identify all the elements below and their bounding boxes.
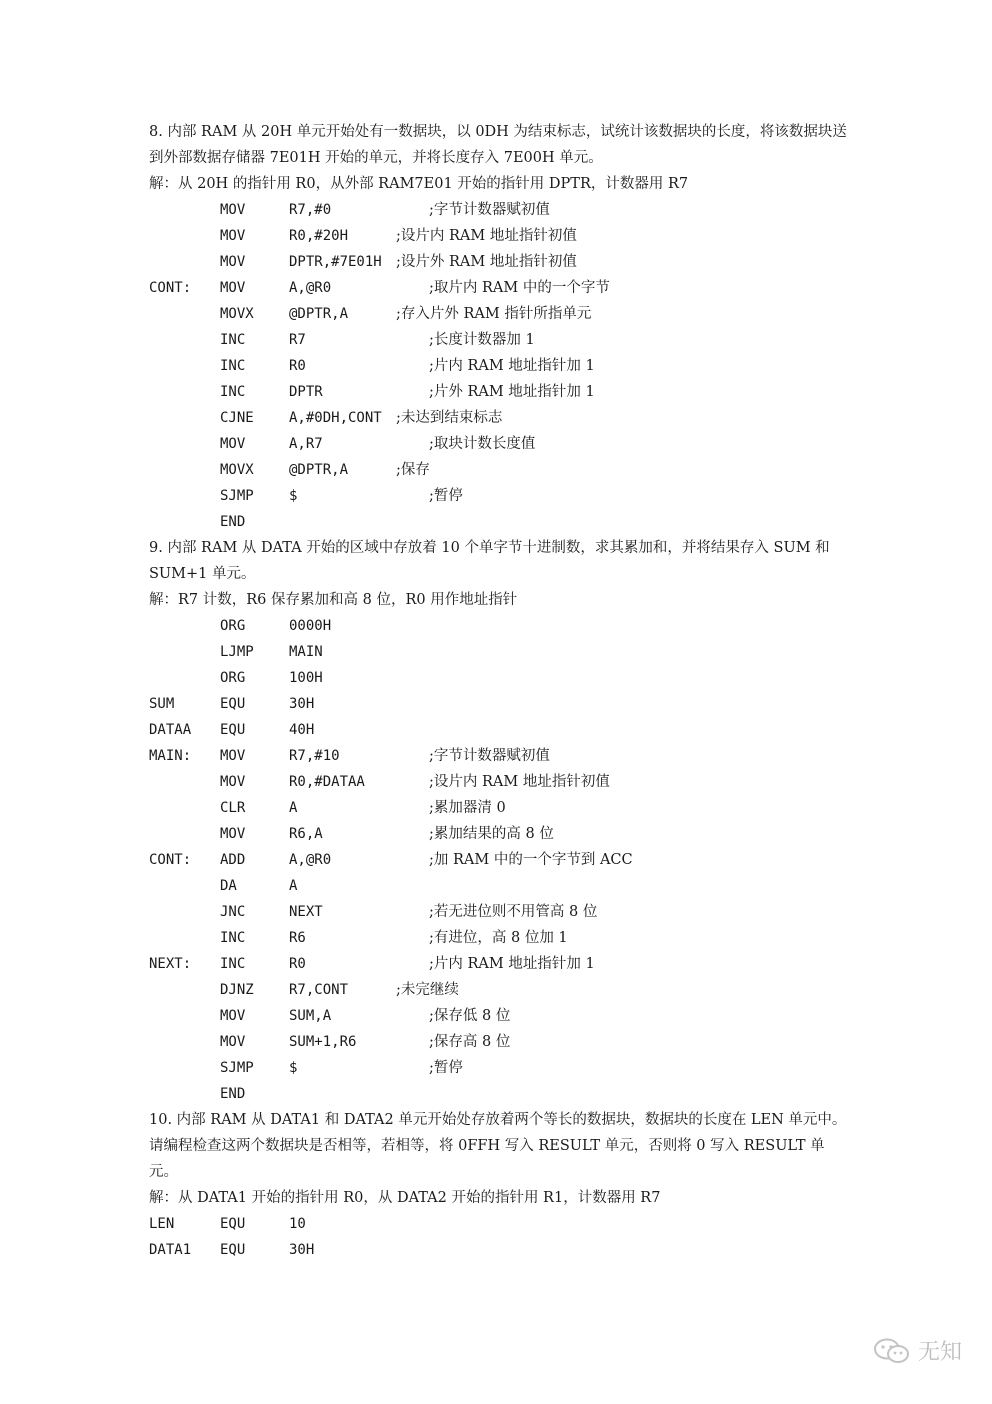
code-opcode: EQU <box>220 1216 246 1232</box>
code-line <box>149 925 849 951</box>
code-line <box>149 665 849 691</box>
watermark <box>872 1335 962 1366</box>
code-operand: SUM+1,R6 <box>289 1034 357 1050</box>
code-line <box>149 717 849 743</box>
code-opcode: ORG <box>220 618 246 634</box>
q9-code-block <box>149 613 849 1107</box>
code-comment: ;字节计数器赋初值 <box>429 748 550 764</box>
q10-solution: 解：从 DATA1 开始的指针用 R0，从 DATA2 开始的指针用 R1，计数器用 R7 <box>149 1190 661 1206</box>
code-operand: R0 <box>289 358 306 374</box>
code-opcode: EQU <box>220 722 246 738</box>
code-comment: ;保存高 8 位 <box>429 1034 511 1050</box>
code-comment: ;保存 <box>396 462 430 478</box>
q8-solution: 解：从 20H 的指针用 R0，从外部 RAM7E01 开始的指针用 DPTR，计数器用 R7 <box>149 176 689 192</box>
code-line <box>149 275 849 301</box>
code-comment: ;设片外 RAM 地址指针初值 <box>396 254 577 270</box>
code-opcode: DA <box>220 878 237 894</box>
code-operand: A,@R0 <box>289 852 332 868</box>
code-operand: 40H <box>289 722 315 738</box>
code-comment: ;有进位，高 8 位加 1 <box>429 930 568 946</box>
code-line <box>149 405 849 431</box>
code-line <box>149 795 849 821</box>
code-comment: ;字节计数器赋初值 <box>429 202 550 218</box>
code-opcode: CLR <box>220 800 246 816</box>
code-line <box>149 847 849 873</box>
code-operand: A <box>289 800 298 816</box>
code-operand: @DPTR,A <box>289 306 349 322</box>
code-label: SUM <box>149 696 175 712</box>
code-opcode: SJMP <box>220 1060 254 1076</box>
code-operand: 0000H <box>289 618 332 634</box>
code-comment: ;保存低 8 位 <box>429 1008 511 1024</box>
code-opcode: END <box>220 1086 246 1102</box>
code-label: MAIN: <box>149 748 192 764</box>
code-line <box>149 899 849 925</box>
q10-code-block <box>149 1211 849 1263</box>
code-operand: R7,#0 <box>289 202 332 218</box>
code-line <box>149 457 849 483</box>
code-comment: ;设片内 RAM 地址指针初值 <box>429 774 610 790</box>
code-opcode: MOV <box>220 228 246 244</box>
code-operand: 30H <box>289 696 315 712</box>
code-line <box>149 769 849 795</box>
code-operand: A <box>289 878 298 894</box>
code-line <box>149 249 849 275</box>
code-comment: ;取片内 RAM 中的一个字节 <box>429 280 610 296</box>
code-label: DATAA <box>149 722 192 738</box>
code-opcode: MOV <box>220 774 246 790</box>
code-operand: DPTR,#7E01H <box>289 254 382 270</box>
code-comment: ;长度计数器加 1 <box>429 332 535 348</box>
code-line <box>149 743 849 769</box>
wechat-icon <box>872 1337 912 1365</box>
q8-title: 8. 内部 RAM 从 20H 单元开始处有一数据块，以 0DH 为结束标志，试统计该数据块的长度，将该数据块送到外部数据存储器 7E01H 开始的单元，并将长度存入 7E00H 单元。 <box>149 124 847 166</box>
code-operand: R0 <box>289 956 306 972</box>
q9-title: 9. 内部 RAM 从 DATA 开始的区域中存放着 10 个单字节十进制数，求其累加和，并将结果存入 SUM 和 SUM+1 单元。 <box>149 540 830 582</box>
code-operand: NEXT <box>289 904 323 920</box>
code-line <box>149 1055 849 1081</box>
code-operand: 10 <box>289 1216 306 1232</box>
code-line <box>149 223 849 249</box>
code-opcode: MOV <box>220 436 246 452</box>
code-operand: R7,CONT <box>289 982 349 998</box>
code-line <box>149 483 849 509</box>
code-line <box>149 1211 849 1237</box>
q8-code-block <box>149 197 849 535</box>
code-line <box>149 873 849 899</box>
code-operand: DPTR <box>289 384 323 400</box>
code-comment: ;累加器清 0 <box>429 800 506 816</box>
code-label: CONT: <box>149 852 192 868</box>
code-operand: 100H <box>289 670 323 686</box>
code-comment: ;设片内 RAM 地址指针初值 <box>396 228 577 244</box>
code-operand: SUM,A <box>289 1008 332 1024</box>
code-line <box>149 353 849 379</box>
code-opcode: INC <box>220 384 246 400</box>
q10-title: 10. 内部 RAM 从 DATA1 和 DATA2 单元开始处存放着两个等长的数据块，数据块的长度在 LEN 单元中。请编程检查这两个数据块是否相等，若相等，将 0FFH 写入 RESULT 单元，否则将 0 写入 RESULT 单元。 <box>149 1112 847 1180</box>
code-comment: ;暂停 <box>429 1060 463 1076</box>
code-line <box>149 1003 849 1029</box>
code-opcode: EQU <box>220 696 246 712</box>
code-label: CONT: <box>149 280 192 296</box>
code-opcode: MOV <box>220 1034 246 1050</box>
code-opcode: MOVX <box>220 306 254 322</box>
code-line <box>149 197 849 223</box>
code-opcode: MOV <box>220 202 246 218</box>
code-comment: ;片内 RAM 地址指针加 1 <box>429 956 595 972</box>
code-opcode: DJNZ <box>220 982 254 998</box>
code-line <box>149 639 849 665</box>
code-operand: R7,#10 <box>289 748 340 764</box>
code-opcode: INC <box>220 332 246 348</box>
code-comment: ;片内 RAM 地址指针加 1 <box>429 358 595 374</box>
code-label: NEXT: <box>149 956 192 972</box>
code-operand: R6,A <box>289 826 323 842</box>
document-page <box>149 119 849 1263</box>
code-opcode: CJNE <box>220 410 254 426</box>
code-comment: ;存入片外 RAM 指针所指单元 <box>396 306 592 322</box>
code-opcode: END <box>220 514 246 530</box>
code-operand: R0,#20H <box>289 228 349 244</box>
code-line <box>149 821 849 847</box>
code-comment: ;累加结果的高 8 位 <box>429 826 554 842</box>
code-operand: $ <box>289 488 298 504</box>
code-opcode: JNC <box>220 904 246 920</box>
code-opcode: MOV <box>220 826 246 842</box>
code-label: DATA1 <box>149 1242 192 1258</box>
code-line <box>149 431 849 457</box>
code-opcode: MOV <box>220 280 246 296</box>
watermark-text: 无知 <box>917 1340 962 1365</box>
code-line <box>149 613 849 639</box>
code-line <box>149 951 849 977</box>
q9-solution: 解：R7 计数，R6 保存累加和高 8 位，R0 用作地址指针 <box>149 592 518 608</box>
code-comment: ;加 RAM 中的一个字节到 ACC <box>429 852 633 868</box>
code-label: LEN <box>149 1216 175 1232</box>
code-comment: ;暂停 <box>429 488 463 504</box>
code-operand: R7 <box>289 332 306 348</box>
code-operand: MAIN <box>289 644 323 660</box>
code-line <box>149 379 849 405</box>
code-line <box>149 1237 849 1263</box>
code-operand: R6 <box>289 930 306 946</box>
code-line <box>149 977 849 1003</box>
code-line <box>149 691 849 717</box>
code-line <box>149 327 849 353</box>
code-operand: 30H <box>289 1242 315 1258</box>
code-line <box>149 1029 849 1055</box>
code-comment: ;未完继续 <box>396 982 459 998</box>
code-operand: R0,#DATAA <box>289 774 365 790</box>
code-opcode: LJMP <box>220 644 254 660</box>
code-line <box>149 509 849 535</box>
code-line <box>149 1081 849 1107</box>
code-opcode: MOV <box>220 748 246 764</box>
code-operand: A,#0DH,CONT <box>289 410 382 426</box>
code-opcode: MOV <box>220 1008 246 1024</box>
code-comment: ;未达到结束标志 <box>396 410 503 426</box>
code-opcode: INC <box>220 956 246 972</box>
code-operand: @DPTR,A <box>289 462 349 478</box>
code-operand: A,@R0 <box>289 280 332 296</box>
code-opcode: MOV <box>220 254 246 270</box>
code-operand: $ <box>289 1060 298 1076</box>
code-opcode: SJMP <box>220 488 254 504</box>
code-opcode: EQU <box>220 1242 246 1258</box>
code-operand: A,R7 <box>289 436 323 452</box>
code-opcode: ORG <box>220 670 246 686</box>
code-opcode: MOVX <box>220 462 254 478</box>
code-comment: ;取块计数长度值 <box>429 436 536 452</box>
code-opcode: ADD <box>220 852 246 868</box>
code-comment: ;若无进位则不用管高 8 位 <box>429 904 598 920</box>
code-line <box>149 301 849 327</box>
code-comment: ;片外 RAM 地址指针加 1 <box>429 384 595 400</box>
code-opcode: INC <box>220 930 246 946</box>
code-opcode: INC <box>220 358 246 374</box>
